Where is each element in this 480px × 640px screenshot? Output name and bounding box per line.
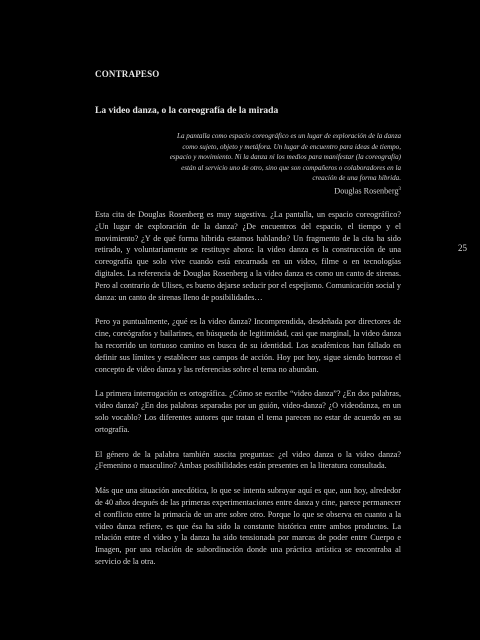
body-paragraph: La primera interrogación es ortográfica. ¿Cómo se escribe “video danza”? ¿En dos palabras, video danza? ¿En dos palabras separadas por un guión, video-danza? ¿O videodanza, en un solo vocablo? Los diferentes autores que tratan el tema parecen no estar de acuerdo en su ortografía.: [95, 389, 401, 434]
epigraph-author-name: Douglas Rosenberg: [334, 186, 399, 196]
section-label: CONTRAPESO: [95, 69, 160, 79]
body-text: [95, 209, 401, 581]
body-paragraph: Más que una situación anecdótica, lo que se intenta subrayar aquí es que, aun hoy, alrededor de 40 años después de las primeras experimentaciones entre danza y cine, parece permanecer el conflicto entre la primacía de un arte sobre otro. Porque lo que se observa en cuanto a la video danza refiere, es que ésa ha sido la constante histórica entre ambos productos. La relación entre el video y la danza ha sido tensionada por marcas de poder entre Cuerpo e Imagen, por una relación de subordinación donde una práctica artística se encontraba al servicio de la otra.: [95, 486, 401, 566]
article-title: La video danza, o la coreografía de la mirada: [95, 106, 279, 116]
page-number: 25: [458, 243, 467, 253]
body-paragraph: Pero ya puntualmente, ¿qué es la video danza? Incomprendida, desdeñada por directores de cine, coreógrafos y bailarines, en búsqueda de legitimidad, casi que marginal, la video danza ha recorrido un tortuoso camino en busca de su identidad. Los académicos han fallado en definir sus límites y establecer sus campos de acción. Hoy por hoy, sigue siendo borroso el concepto de video danza y las referencias sobre el tema no abundan.: [95, 317, 401, 374]
epigraph-author: [165, 185, 401, 197]
body-paragraph: El género de la palabra también suscita preguntas: ¿el video danza o la video danza? ¿Femenino o masculino? Ambas posibilidades están presentes en la literatura consultada.: [95, 449, 401, 471]
footnote-reference: 3: [398, 186, 401, 192]
body-paragraph: Esta cita de Douglas Rosenberg es muy sugestiva. ¿La pantalla, un espacio coreográfico? ¿Un lugar de exploración de la danza? ¿De encuentros del espacio, el tiempo y el movimiento? ¿Y de qué forma híbrida estamos hablando? Un fragmento de la cita ha sido retirado, y voluntariamente se restituye ahora: la video danza es la construcción de una coreografía que solo vive cuando está encarnada en un video, filme o en tecnologías digitales. La referencia de Douglas Rosenberg a la video danza es como un canto de sirenas. Pero al contrario de Ulises, es bueno dejarse seducir por el espejismo. Comunicación social y danza: un canto de sirenas lleno de posibilidades…: [95, 210, 401, 302]
epigraph-text: La pantalla como espacio coreográfico es un lugar de exploración de la danza como sujeto, objeto y metáfora. Un lugar de encuentro para ideas de tiempo, espacio y movimiento. Ni la danza ni los medios para manifestar (la coreografía) están al servicio uno de otro, sino que son compañeros o colaboradores en la creación de una forma híbrida.: [169, 132, 401, 183]
epigraph: [165, 131, 401, 197]
